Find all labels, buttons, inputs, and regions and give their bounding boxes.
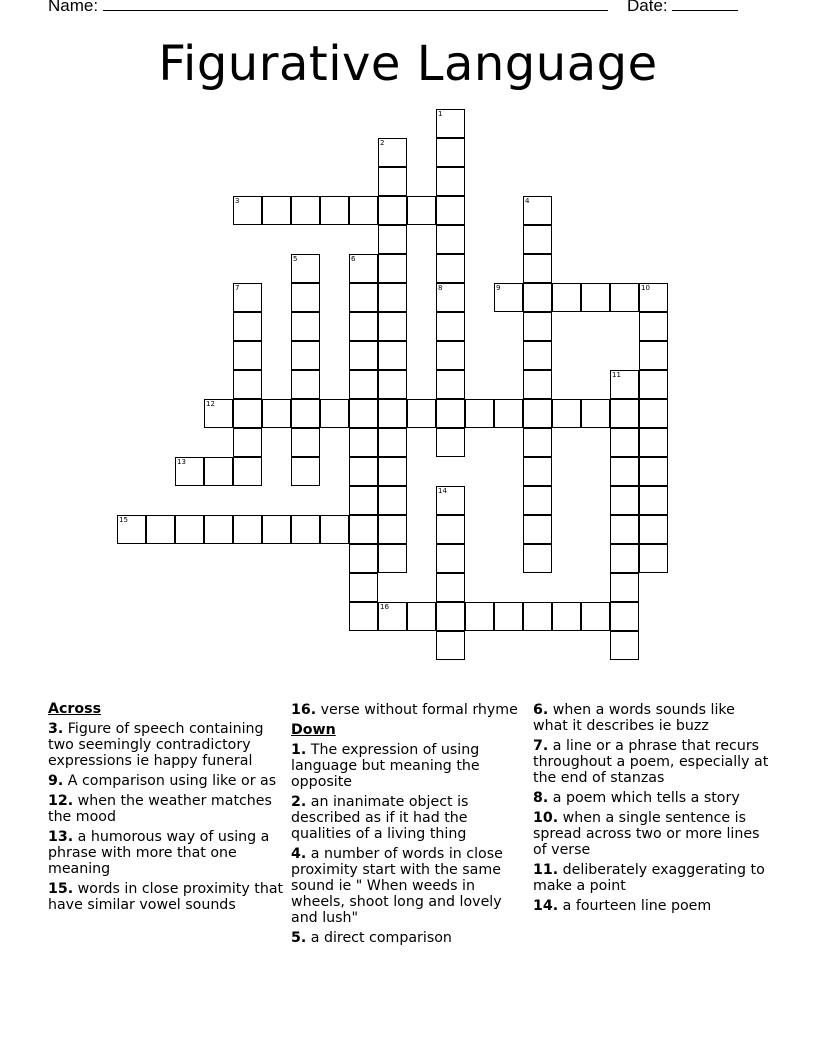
clue-down-6: 6. when a words sounds like what it describes ie buzz	[533, 702, 735, 734]
grid-cell[interactable]	[436, 399, 465, 428]
grid-cell[interactable]	[349, 341, 378, 370]
grid-cell[interactable]	[233, 196, 262, 225]
grid-cell[interactable]	[320, 399, 349, 428]
clues-column-3	[533, 700, 769, 914]
grid-cell[interactable]	[523, 225, 552, 254]
clue-down-5: 5. a direct comparison	[291, 930, 452, 946]
grid-cell[interactable]	[349, 312, 378, 341]
grid-cell[interactable]	[465, 399, 494, 428]
clue-number: 8	[438, 284, 443, 292]
grid-cell[interactable]	[378, 138, 407, 167]
across-heading: Across	[48, 701, 102, 717]
clue-across-16: 16. verse without formal rhyme	[291, 702, 518, 718]
grid-cell[interactable]	[204, 457, 233, 486]
grid-cell[interactable]	[436, 167, 465, 196]
grid-cell[interactable]	[378, 399, 407, 428]
grid-cell[interactable]	[378, 196, 407, 225]
clue-down-14: 14. a fourteen line poem	[533, 898, 712, 914]
grid-cell[interactable]	[436, 544, 465, 573]
grid-cell[interactable]	[378, 428, 407, 457]
grid-cell[interactable]	[639, 486, 668, 515]
grid-cell[interactable]	[378, 602, 407, 631]
grid-cell[interactable]	[581, 399, 610, 428]
grid-cell[interactable]	[610, 428, 639, 457]
grid-cell[interactable]	[436, 631, 465, 660]
grid-cell[interactable]	[436, 283, 465, 312]
grid-cell[interactable]	[494, 602, 523, 631]
grid-cell[interactable]	[146, 515, 175, 544]
grid-cell[interactable]	[610, 283, 639, 312]
grid-cell[interactable]	[407, 399, 436, 428]
grid-cell[interactable]	[523, 428, 552, 457]
clue-number: 2	[380, 139, 385, 147]
grid-cell[interactable]	[494, 399, 523, 428]
grid-cell[interactable]	[436, 196, 465, 225]
clue-down-10: 10. when a single sentence is spread across two or more lines of verse	[533, 810, 760, 858]
grid-cell[interactable]	[262, 515, 291, 544]
grid-cell[interactable]	[436, 225, 465, 254]
clue-down-11: 11. deliberately exaggerating to make a point	[533, 862, 765, 894]
grid-cell[interactable]	[407, 196, 436, 225]
clue-number: 6	[351, 255, 356, 263]
clue-number: 4	[525, 197, 530, 205]
clue-down-1: 1. The expression of using language but meaning the opposite	[291, 742, 480, 790]
grid-cell[interactable]	[639, 399, 668, 428]
grid-cell[interactable]	[436, 486, 465, 515]
grid-cell[interactable]	[378, 312, 407, 341]
clues-column-1	[48, 700, 284, 913]
grid-cell[interactable]	[523, 341, 552, 370]
grid-cell[interactable]	[639, 341, 668, 370]
date-label: Date:	[627, 0, 668, 15]
grid-cell[interactable]	[378, 167, 407, 196]
grid-cell[interactable]	[552, 399, 581, 428]
grid-cell[interactable]	[610, 486, 639, 515]
clue-number: 13	[177, 458, 186, 466]
name-label: Name:	[48, 0, 99, 15]
grid-cell[interactable]	[436, 515, 465, 544]
grid-cell[interactable]	[436, 138, 465, 167]
grid-cell[interactable]	[581, 602, 610, 631]
grid-cell[interactable]	[349, 486, 378, 515]
clue-down-7: 7. a line or a phrase that recurs throughout a poem, especially at the end of stanzas	[533, 738, 769, 786]
clue-across-15: 15. words in close proximity that have similar vowel sounds	[48, 881, 284, 913]
grid-cell[interactable]	[494, 283, 523, 312]
grid-cell[interactable]	[436, 312, 465, 341]
grid-cell[interactable]	[378, 544, 407, 573]
grid-cell[interactable]	[233, 428, 262, 457]
grid-cell[interactable]	[610, 370, 639, 399]
grid-cell[interactable]	[639, 312, 668, 341]
grid-cell[interactable]	[349, 196, 378, 225]
grid-cell[interactable]	[639, 515, 668, 544]
grid-cell[interactable]	[639, 457, 668, 486]
grid-cell[interactable]	[349, 399, 378, 428]
grid-cell[interactable]	[291, 457, 320, 486]
grid-cell[interactable]	[639, 544, 668, 573]
grid-cell[interactable]	[436, 602, 465, 631]
grid-cell[interactable]	[233, 283, 262, 312]
page-title: Figurative Language	[158, 36, 658, 92]
grid-cell[interactable]	[349, 254, 378, 283]
grid-cell[interactable]	[523, 254, 552, 283]
grid-cell[interactable]	[349, 544, 378, 573]
grid-cell[interactable]	[639, 428, 668, 457]
grid-cell[interactable]	[291, 341, 320, 370]
grid-cell[interactable]	[204, 515, 233, 544]
clue-down-4: 4. a number of words in close proximity start with the same sound ie " When weeds in wheels, shoot long and lovely and lush"	[291, 846, 503, 926]
clue-number: 12	[206, 400, 215, 408]
clue-number: 10	[641, 284, 650, 292]
grid-cell[interactable]	[436, 573, 465, 602]
grid-cell[interactable]	[233, 399, 262, 428]
grid-cell[interactable]	[291, 370, 320, 399]
grid-cell[interactable]	[436, 254, 465, 283]
clue-number: 14	[438, 487, 447, 495]
clue-across-3: 3. Figure of speech containing two seemingly contradictory expressions ie happy funeral	[48, 721, 264, 769]
clue-number: 9	[496, 284, 501, 292]
grid-cell[interactable]	[233, 457, 262, 486]
grid-cell[interactable]	[320, 196, 349, 225]
grid-cell[interactable]	[291, 399, 320, 428]
grid-cell[interactable]	[523, 370, 552, 399]
grid-cell[interactable]	[523, 602, 552, 631]
grid-cell[interactable]	[639, 370, 668, 399]
clue-number: 16	[380, 603, 389, 611]
clue-across-13: 13. a humorous way of using a phrase with more that one meaning	[48, 829, 270, 877]
grid-cell[interactable]	[581, 283, 610, 312]
grid-cell[interactable]	[349, 428, 378, 457]
grid-cell[interactable]	[233, 370, 262, 399]
grid-cell[interactable]	[349, 457, 378, 486]
grid-cell[interactable]	[436, 428, 465, 457]
clue-number: 1	[438, 110, 443, 118]
grid-cell[interactable]	[175, 457, 204, 486]
grid-cell[interactable]	[378, 254, 407, 283]
grid-cell[interactable]	[552, 602, 581, 631]
grid-cell[interactable]	[233, 515, 262, 544]
grid-cell[interactable]	[378, 341, 407, 370]
clue-number: 11	[612, 371, 621, 379]
grid-cell[interactable]	[610, 399, 639, 428]
grid-cell[interactable]	[523, 399, 552, 428]
grid-cell[interactable]	[291, 428, 320, 457]
grid-cell[interactable]	[349, 283, 378, 312]
clue-across-9: 9. A comparison using like or as	[48, 773, 277, 789]
grid-cell[interactable]	[204, 399, 233, 428]
grid-cell[interactable]	[233, 312, 262, 341]
grid-cell[interactable]	[610, 515, 639, 544]
grid-cell[interactable]	[436, 370, 465, 399]
grid-cell[interactable]	[407, 602, 436, 631]
clue-down-8: 8. a poem which tells a story	[533, 790, 740, 806]
clue-number: 5	[293, 255, 298, 263]
grid-cell[interactable]	[349, 370, 378, 399]
grid-cell[interactable]	[378, 283, 407, 312]
clue-number: 15	[119, 516, 128, 524]
grid-cell[interactable]	[349, 515, 378, 544]
clue-across-12: 12. when the weather matches the mood	[48, 793, 272, 825]
grid-cell[interactable]	[262, 196, 291, 225]
grid-cell[interactable]	[523, 312, 552, 341]
down-heading: Down	[291, 722, 336, 738]
grid-cell[interactable]	[378, 225, 407, 254]
grid-cell[interactable]	[349, 573, 378, 602]
grid-cell[interactable]	[233, 341, 262, 370]
grid-cell[interactable]	[523, 283, 552, 312]
grid-cell[interactable]	[523, 196, 552, 225]
grid-cell[interactable]	[117, 515, 146, 544]
grid-cell[interactable]	[610, 602, 639, 631]
clues-column-2	[291, 700, 527, 946]
grid-cell[interactable]	[262, 399, 291, 428]
clue-number: 7	[235, 284, 240, 292]
grid-cell[interactable]	[378, 486, 407, 515]
grid-cell[interactable]	[378, 370, 407, 399]
grid-cell[interactable]	[320, 515, 349, 544]
grid-cell[interactable]	[436, 341, 465, 370]
grid-cell[interactable]	[378, 515, 407, 544]
grid-cell[interactable]	[523, 544, 552, 573]
grid-cell[interactable]	[610, 573, 639, 602]
grid-cell[interactable]	[291, 515, 320, 544]
grid-cell[interactable]	[436, 109, 465, 138]
clue-number: 3	[235, 197, 240, 205]
clue-down-2: 2. an inanimate object is described as if it had the qualities of a living thing	[291, 794, 469, 842]
grid-cell[interactable]	[175, 515, 204, 544]
grid-cell[interactable]	[291, 196, 320, 225]
grid-cell[interactable]	[349, 602, 378, 631]
grid-cell[interactable]	[552, 283, 581, 312]
grid-cell[interactable]	[523, 457, 552, 486]
grid-cell[interactable]	[523, 486, 552, 515]
grid-cell[interactable]	[291, 283, 320, 312]
grid-cell[interactable]	[465, 602, 494, 631]
grid-cell[interactable]	[378, 457, 407, 486]
grid-cell[interactable]	[291, 312, 320, 341]
grid-cell[interactable]	[610, 544, 639, 573]
grid-cell[interactable]	[639, 283, 668, 312]
grid-cell[interactable]	[610, 631, 639, 660]
grid-cell[interactable]	[291, 254, 320, 283]
grid-cell[interactable]	[523, 515, 552, 544]
grid-cell[interactable]	[610, 457, 639, 486]
